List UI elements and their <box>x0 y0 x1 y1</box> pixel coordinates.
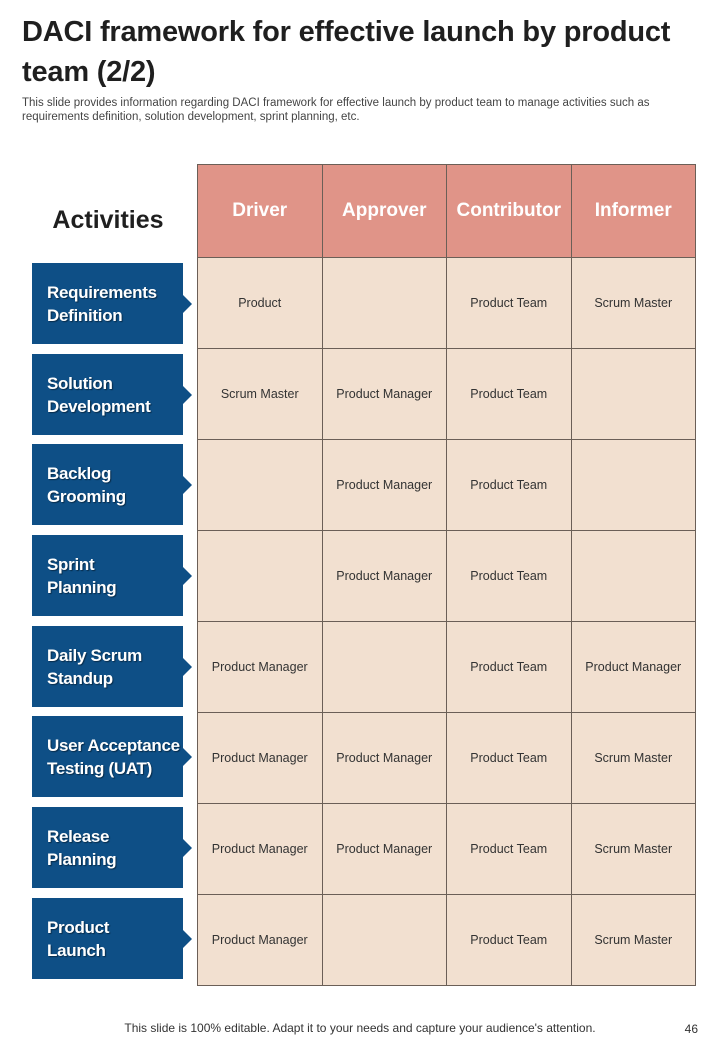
table-cell: Product Manager <box>198 713 323 804</box>
activity-box <box>32 263 183 344</box>
table-cell: Product Team <box>447 349 572 440</box>
table-cell <box>322 895 447 986</box>
table-cell: Product Team <box>447 895 572 986</box>
column-header-informer: Informer <box>571 165 696 258</box>
activity-arrow-icon <box>183 386 192 404</box>
column-header-driver: Driver <box>198 165 323 258</box>
table-cell: Product Manager <box>322 440 447 531</box>
column-header-approver: Approver <box>322 165 447 258</box>
table-cell <box>571 349 696 440</box>
activity-label: Release Planning <box>47 826 117 869</box>
activity-box <box>32 444 183 525</box>
table-cell: Product Manager <box>322 349 447 440</box>
activity-arrow-icon <box>183 658 192 676</box>
activity-box <box>32 898 183 979</box>
slide-title: DACI framework for effective launch by product team (2/2) <box>22 16 671 88</box>
activity-label: User Acceptance Testing (UAT) <box>47 735 180 778</box>
activity-label: Requirements Definition <box>47 282 157 325</box>
table-cell: Product Manager <box>198 622 323 713</box>
table-cell: Product <box>198 258 323 349</box>
activity-arrow-icon <box>183 930 192 948</box>
daci-table <box>197 164 696 986</box>
activity-box <box>32 354 183 435</box>
table-cell: Product Team <box>447 713 572 804</box>
table-row <box>198 531 696 622</box>
activity-arrow-icon <box>183 567 192 585</box>
activity-label: Solution Development <box>47 373 151 416</box>
activity-label: Sprint Planning <box>47 554 117 597</box>
table-cell <box>571 440 696 531</box>
table-cell: Product Team <box>447 440 572 531</box>
table-cell <box>198 440 323 531</box>
table-row <box>198 349 696 440</box>
table-cell: Product Team <box>447 622 572 713</box>
table-cell: Scrum Master <box>198 349 323 440</box>
activity-box <box>32 626 183 707</box>
table-row <box>198 440 696 531</box>
activities-heading: Activities <box>52 206 164 234</box>
table-cell: Product Manager <box>322 531 447 622</box>
header-row <box>198 165 696 258</box>
table-row <box>198 804 696 895</box>
activity-box <box>32 535 183 616</box>
activity-box <box>32 716 183 797</box>
table-cell <box>322 258 447 349</box>
activity-arrow-icon <box>183 748 192 766</box>
table-cell <box>322 622 447 713</box>
table-cell: Product Team <box>447 804 572 895</box>
table-row <box>198 895 696 986</box>
table-cell: Product Manager <box>322 804 447 895</box>
table-cell: Scrum Master <box>571 713 696 804</box>
table-cell: Product Manager <box>322 713 447 804</box>
activity-arrow-icon <box>183 295 192 313</box>
table-cell: Product Manager <box>198 804 323 895</box>
activity-label: Product Launch <box>47 917 110 960</box>
activity-box <box>32 807 183 888</box>
slide-footer: This slide is 100% editable. Adapt it to your needs and capture your audience's attention. <box>124 1021 596 1035</box>
table-cell: Product Manager <box>571 622 696 713</box>
page-number: 46 <box>684 1022 698 1036</box>
table-cell: Scrum Master <box>571 804 696 895</box>
table-cell <box>571 531 696 622</box>
table-cell: Product Team <box>447 258 572 349</box>
table-cell: Scrum Master <box>571 895 696 986</box>
table-row <box>198 258 696 349</box>
table-row <box>198 713 696 804</box>
column-header-contributor: Contributor <box>447 165 572 258</box>
table-cell: Product Team <box>447 531 572 622</box>
activity-label: Daily Scrum Standup <box>47 645 142 688</box>
table-cell: Scrum Master <box>571 258 696 349</box>
slide-subtitle: This slide provides information regarding DACI framework for effective launch by product team to manage activities such as requirements definition, solution development, sprint planning, etc. <box>22 97 650 123</box>
activity-label: Backlog Grooming <box>47 463 126 506</box>
table-cell <box>198 531 323 622</box>
table-row <box>198 622 696 713</box>
activity-arrow-icon <box>183 839 192 857</box>
activity-arrow-icon <box>183 476 192 494</box>
table-cell: Product Manager <box>198 895 323 986</box>
